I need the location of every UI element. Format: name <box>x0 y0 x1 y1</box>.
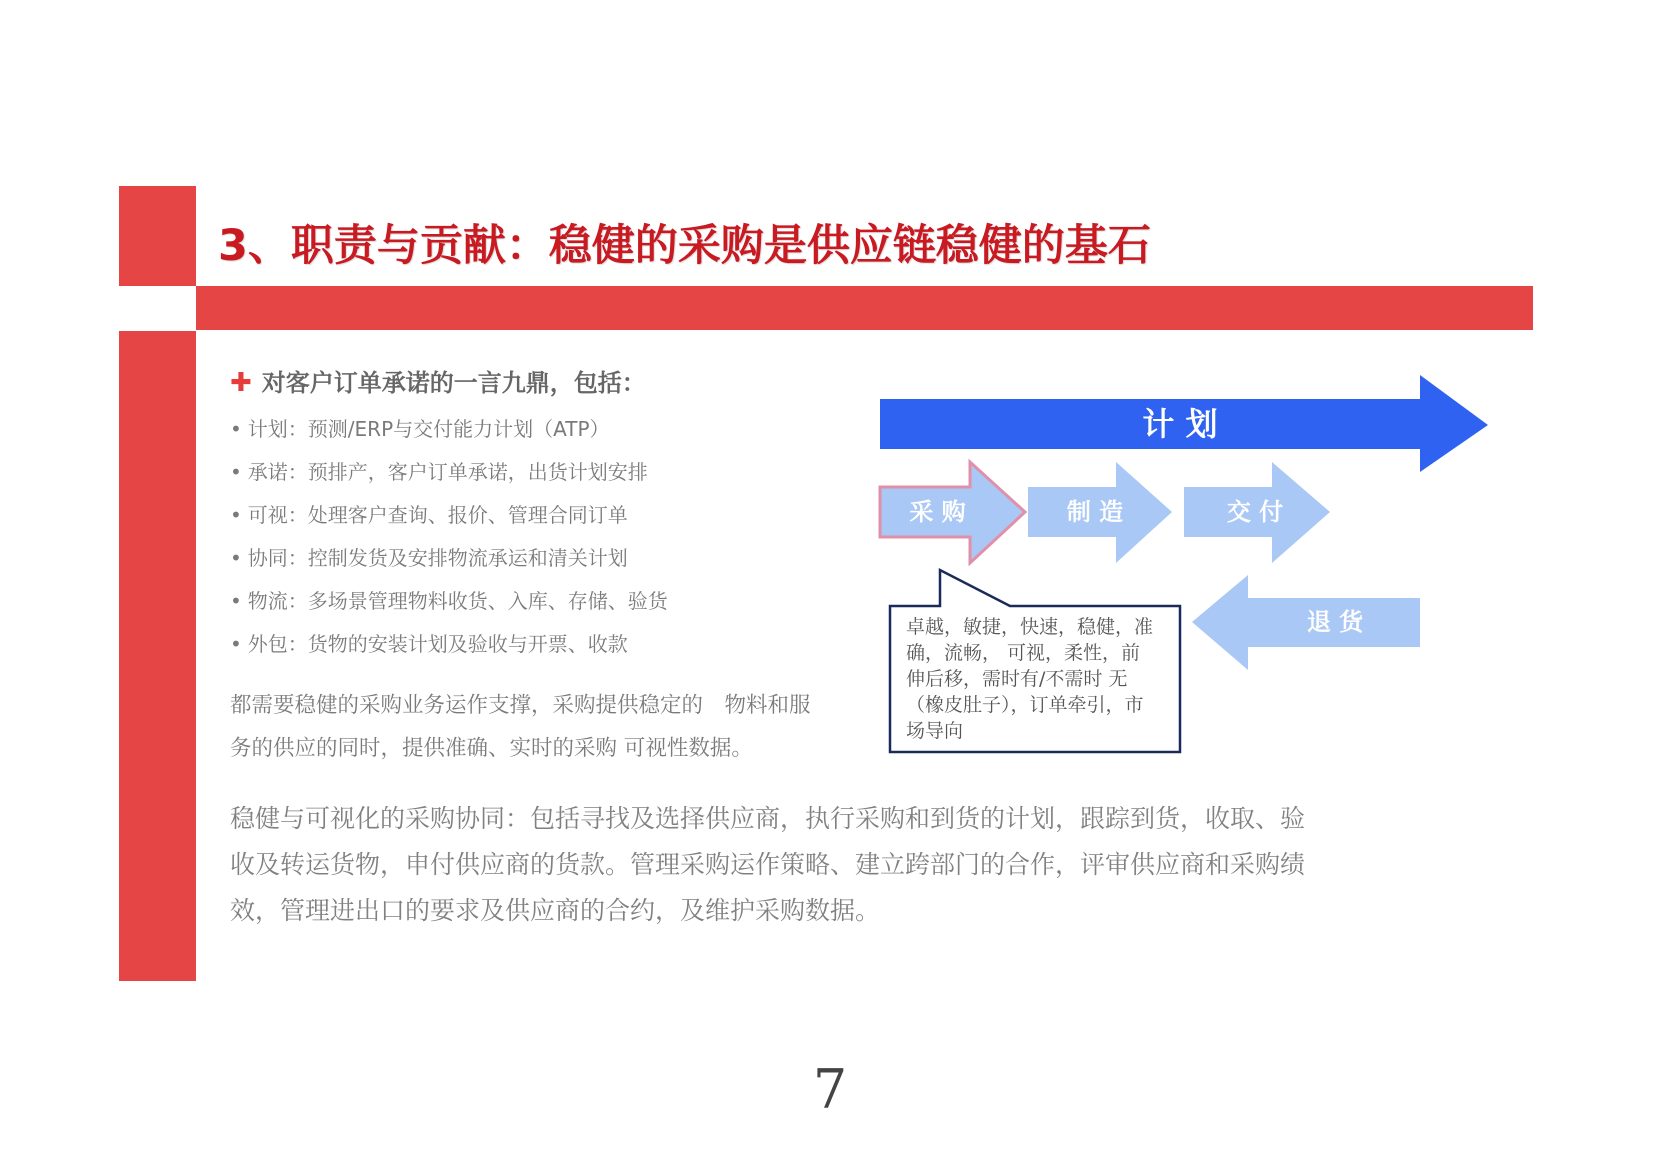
manufacture-label: 制 造 <box>1066 498 1124 526</box>
page-number: 7 <box>812 1058 848 1121</box>
summary-line: 务的供应的同时，提供准确、实时的采购 可视性数据。 <box>230 736 753 761</box>
bullet-item: • 承诺：预排产，客户订单承诺，出货计划安排 <box>230 460 648 484</box>
bullet-dot-icon: • <box>230 460 242 484</box>
callout-line: 确，流畅， 可视，柔性，前 <box>906 642 1141 664</box>
bottom-line: 效，管理进出口的要求及供应商的合约，及维护采购数据。 <box>230 896 881 925</box>
page-title: 3、职责与贡献：稳健的采购是供应链稳健的基石 <box>218 221 1151 271</box>
bottom-line: 稳健与可视化的采购协同：包括寻找及选择供应商，执行采购和到货的计划，跟踪到货，收取、验 <box>230 804 1306 833</box>
bullet-item: • 协同：控制发货及安排物流承运和清关计划 <box>230 546 628 570</box>
bottom-paragraph <box>230 796 1450 934</box>
bullet-dot-icon: • <box>230 503 242 527</box>
lead-text: 对客户订单承诺的一言九鼎，包括： <box>261 369 646 397</box>
bullet-dot-icon: • <box>230 589 242 613</box>
bullet-dot-icon: • <box>230 632 242 656</box>
bullet-dot-icon: • <box>230 417 242 441</box>
bullet-item: • 外包：货物的安装计划及验收与开票、收款 <box>230 632 628 656</box>
bullet-item: • 可视：处理客户查询、报价、管理合同订单 <box>230 503 628 527</box>
callout-line: 伸后移，需时有/不需时 无 <box>906 668 1128 690</box>
bullet-item: • 计划：预测/ERP与交付能力计划（ATP） <box>230 417 610 441</box>
bullet-dot-icon: • <box>230 546 242 570</box>
callout-line: （橡皮肚子），订单牵引，市 <box>906 694 1144 716</box>
bottom-line: 收及转运货物，申付供应商的货款。管理采购运作策略、建立跨部门的合作，评审供应商和采购绩 <box>230 850 1306 879</box>
summary-line: 都需要稳健的采购业务运作支撑，采购提供稳定的 物料和服 <box>230 693 811 718</box>
callout-line: 卓越，敏捷，快速，稳健，准 <box>906 616 1154 638</box>
deliver-label: 交 付 <box>1226 498 1284 526</box>
callout-line: 场导向 <box>906 720 964 742</box>
plan-label: 计 划 <box>1142 405 1218 443</box>
purchase-label: 采 购 <box>909 498 966 526</box>
return-label: 退 货 <box>1306 608 1364 636</box>
plus-icon: ✚ <box>230 368 252 398</box>
bullet-item: • 物流：多场景管理物料收货、入库、存储、验货 <box>230 589 668 613</box>
callout-text <box>906 614 1176 744</box>
